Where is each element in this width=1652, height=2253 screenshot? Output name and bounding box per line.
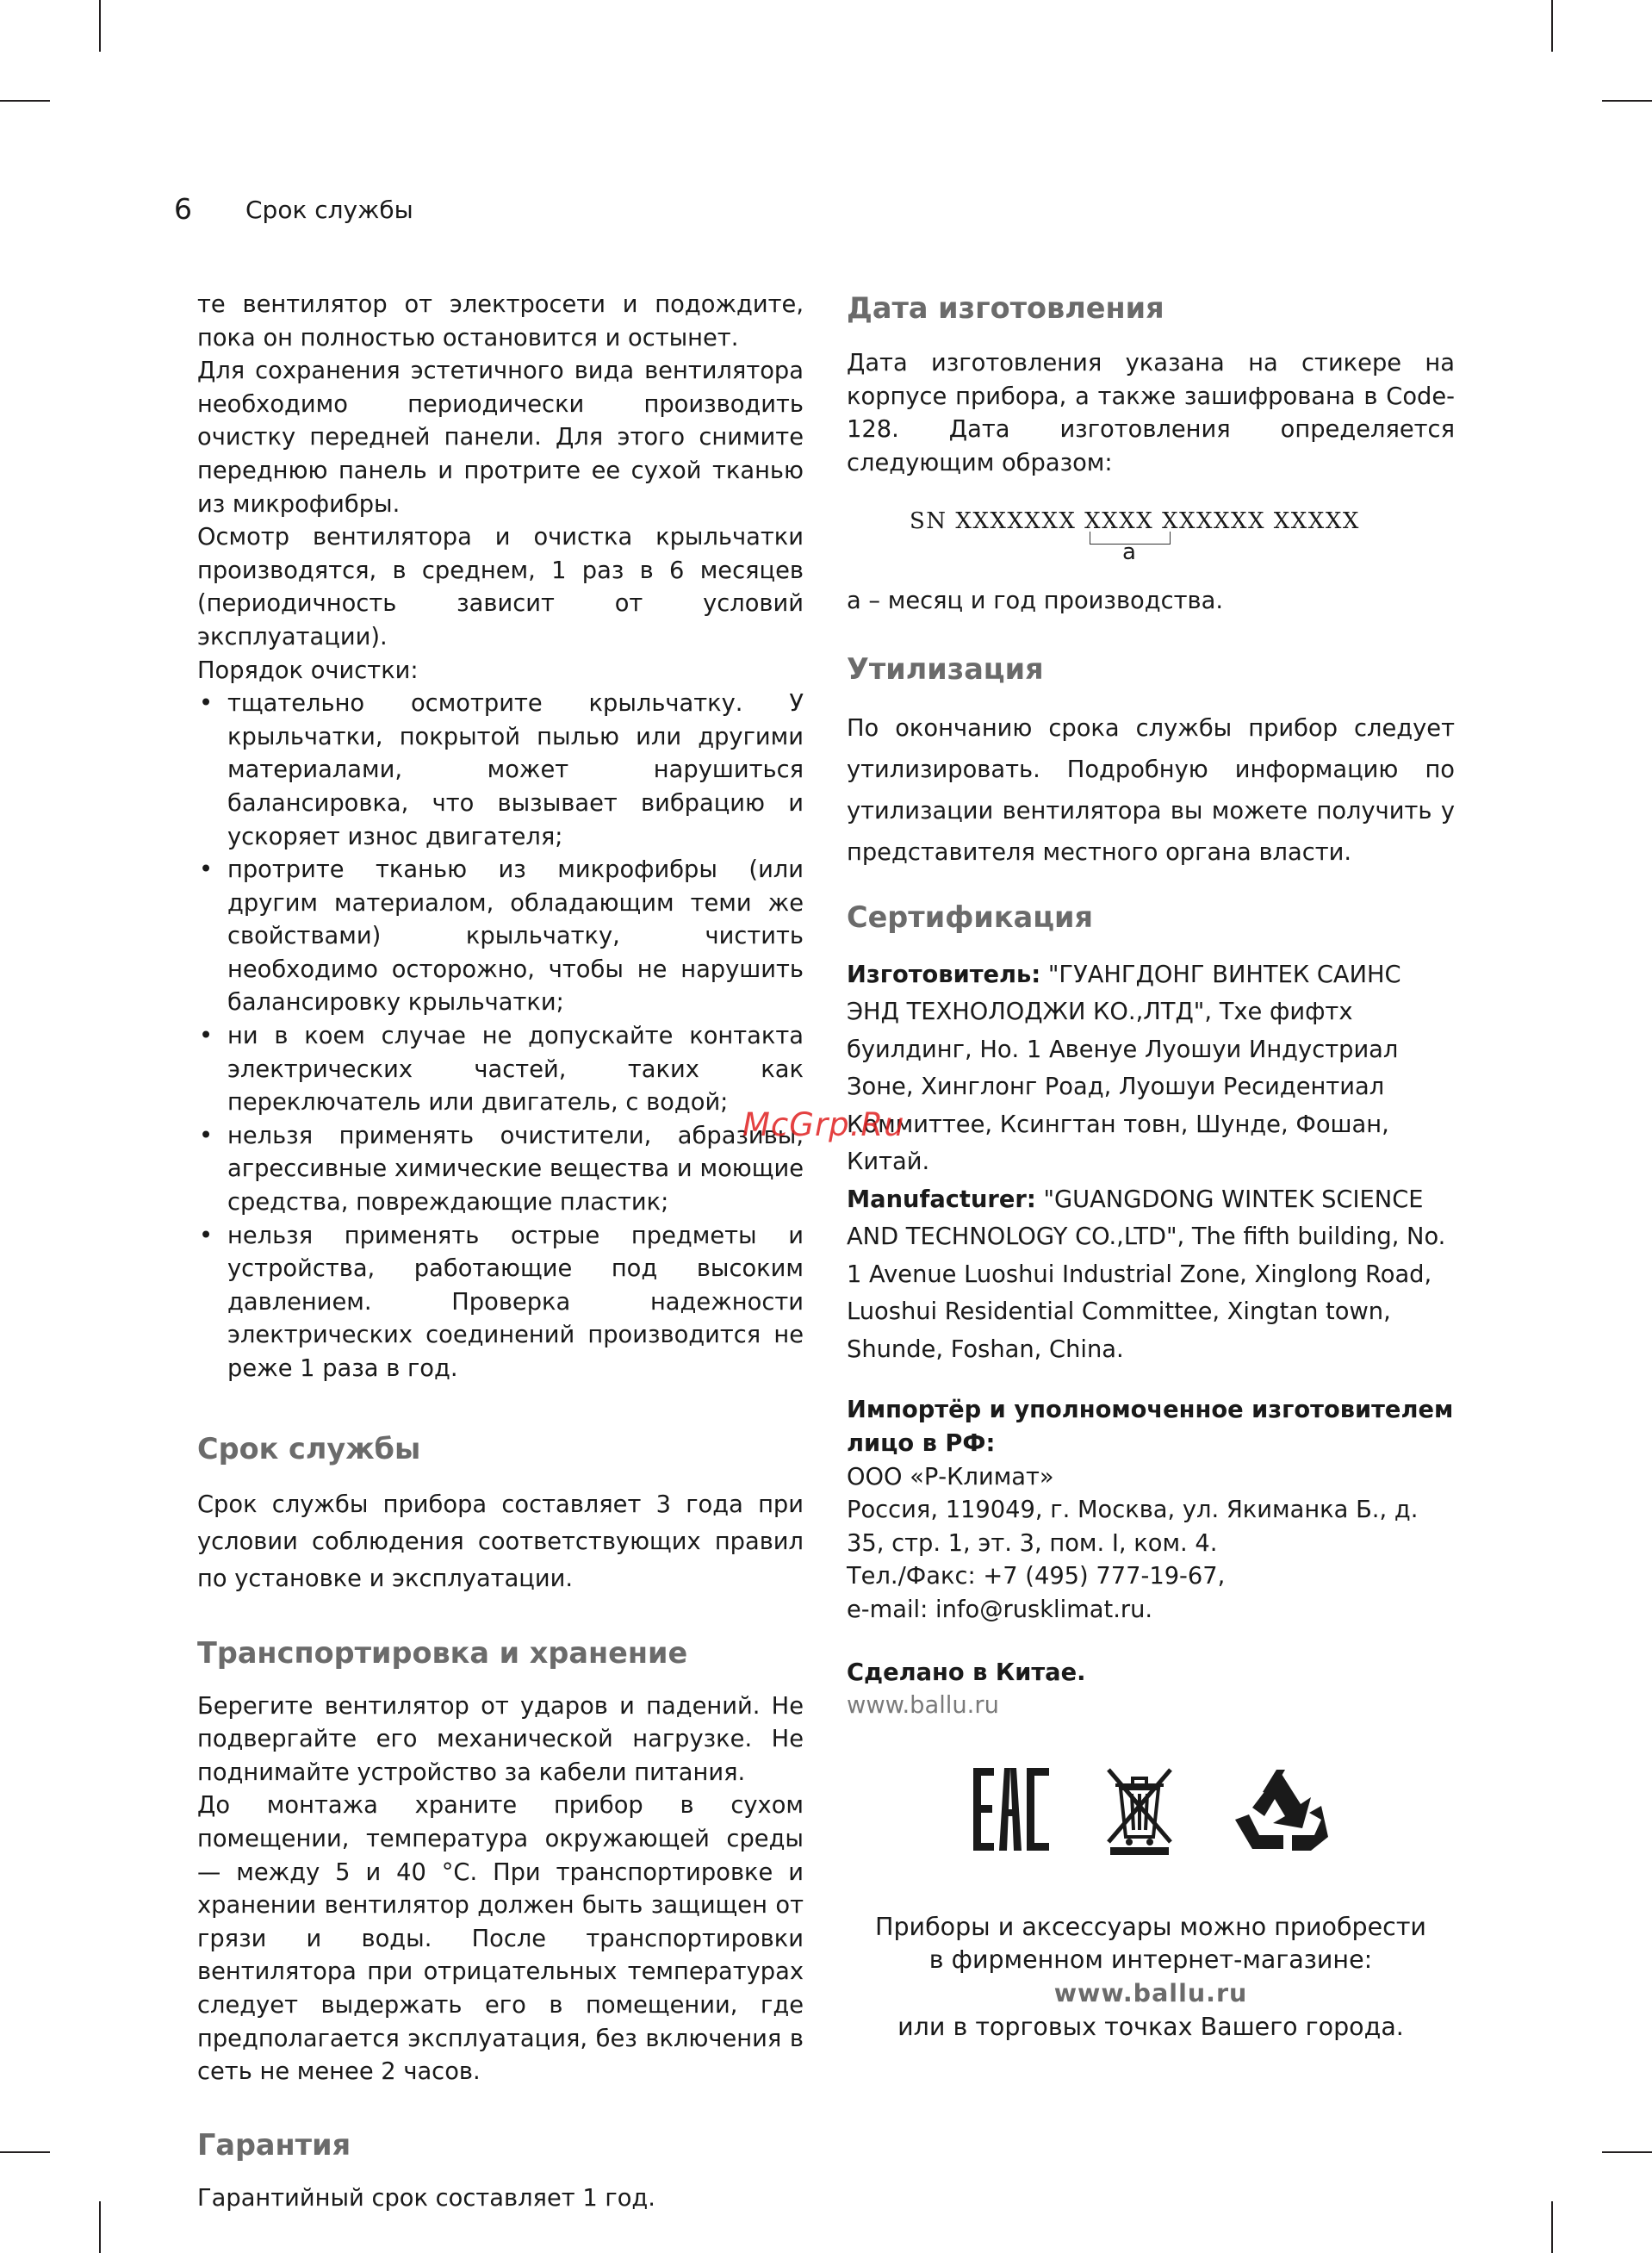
promo-block xyxy=(847,1911,1455,2044)
page-number: 6 xyxy=(174,192,192,226)
list-item: • нельзя применять острые предметы и устройства, работающие под высоким давлением. Проверка надежности электрических соединений производится не реже 1 раза в год. xyxy=(197,1220,804,1386)
left-column xyxy=(197,289,804,2215)
promo-line-3: или в торговых точках Вашего города. xyxy=(897,2012,1404,2041)
intro-paragraph: те вентилятор от электросети и подождите, пока он полностью остановится и остынет. xyxy=(197,291,804,352)
crop-mark xyxy=(1551,2201,1553,2253)
manufacturer-ru xyxy=(847,956,1455,1181)
eac-mark-icon xyxy=(972,1766,1051,1852)
manufacturer-ru-label: Изготовитель: xyxy=(847,961,1041,988)
importer-name: ООО «Р-Климат» xyxy=(847,1463,1054,1491)
promo-line-2: в фирменном интернет-магазине: xyxy=(928,1945,1373,1975)
crop-mark xyxy=(99,2201,101,2253)
warranty-text: Гарантийный срок составляет 1 год. xyxy=(197,2184,655,2212)
transport-paragraph: Берегите вентилятор от ударов и падений. Не подвергайте его механической нагрузке. Не поднимайте устройство за кабели питания. xyxy=(197,1692,804,1786)
list-item: • протрите тканью из микрофибры (или другим материалом, обладающим теми же свойствами) крыльчатку, чистить необходимо осторожно, чтобы не нарушить балансировку крыльчатки; xyxy=(197,854,804,1020)
serial-marker: a xyxy=(1122,539,1136,566)
recycle-icon xyxy=(1232,1766,1328,1856)
certification-marks xyxy=(847,1766,1455,1870)
right-column xyxy=(847,289,1455,2044)
list-item: • ни в коем случае не допускайте контакта электрических частей, таких как переключатель или двигатель, с водой; xyxy=(197,1020,804,1120)
service-life-heading: Срок службы xyxy=(197,1431,421,1466)
importer-address: Россия, 119049, г. Москва, ул. Якиманка Б., д. 35, стр. 1, эт. 3, пом. I, ком. 4. xyxy=(847,1497,1419,1557)
manufacturer-ru-text: "ГУАНГДОНГ ВИНТЕК САИНС ЭНД ТЕХНОЛОДЖИ КО.,ЛТД", Тхе фифтх буилдинг, Но. 1 Авенуе Луошуи Индустриал Зоне, Хинглонг Роад, Луошуи Ресидентиал Коммиттее, Ксингтан товн, Шунде, Фошан, Китай. xyxy=(847,961,1401,1176)
list-item: • нельзя применять очистители, абразивы, агрессивные химические вещества и моющие средства, повреждающие пластик; xyxy=(197,1120,804,1220)
website-link[interactable]: www.ballu.ru xyxy=(847,1692,999,1720)
cleaning-steps-list xyxy=(197,688,804,1385)
certification-heading: Сертификация xyxy=(847,899,1094,934)
manufacturer-en xyxy=(847,1181,1455,1369)
crop-mark xyxy=(0,100,50,102)
serial-legend: а – месяц и год производства. xyxy=(847,588,1224,615)
inspection-paragraph: Осмотр вентилятора и очистка крыльчатки производятся, в среднем, 1 раз в 6 месяцев (периодичность зависит от условий эксплуатации). xyxy=(197,524,804,650)
disposal-heading: Утилизация xyxy=(847,651,1044,686)
transport-heading: Транспортировка и хранение xyxy=(197,1635,688,1670)
importer-phone: Тел./Факс: +7 (495) 777-19-67, xyxy=(847,1563,1226,1590)
watermark: McGrp.Ru xyxy=(742,1106,905,1143)
cleaning-procedure-title: Порядок очистки: xyxy=(197,657,419,684)
storage-paragraph: До монтажа храните прибор в сухом помещении, температура окружающей среды — между 5 и 40 °С. При транспортировке и хранении вентилятор должен быть защищен от грязи и воды. После транспортировки вентилятора при отрицательных температурах следует выдержать его в помещении, где предполагается эксплуатация, без включения в сеть не менее 2 часов. xyxy=(197,1792,804,2086)
serial-number-diagram xyxy=(847,506,1455,566)
crop-mark xyxy=(99,0,101,52)
warranty-heading: Гарантия xyxy=(197,2127,351,2162)
importer-label: Импортёр и уполномоченное изготовителем лицо в РФ: xyxy=(847,1397,1454,1458)
made-in-china: Сделано в Китае. xyxy=(847,1659,1086,1686)
manufacture-date-heading: Дата изготовления xyxy=(847,291,1164,325)
panel-cleaning-paragraph: Для сохранения эстетичного вида вентилятора необходимо периодически производить очистку передней панели. Для этого снимите переднюю панель и протрите ее сухой тканью из микрофибры. xyxy=(197,358,804,518)
disposal-text: По окончанию срока службы прибор следует утилизировать. Подробную информацию по утилизации вентилятора вы можете получить у представителя местного органа власти. xyxy=(847,714,1455,866)
crop-mark xyxy=(0,2151,50,2153)
crop-mark xyxy=(1602,2151,1652,2153)
manufacturer-en-text: "GUANGDONG WINTEK SCIENCE AND TECHNOLOGY CO.,LTD", The fifth building, No. 1 Avenue Luoshui Industrial Zone, Xinglong Road, Luoshui Residential Committee, Xingtan town, Shunde, Foshan, China. xyxy=(847,1186,1446,1363)
service-life-text: Срок службы прибора составляет 3 года при условии соблюдения соответствующих правил по установке и эксплуатации. xyxy=(197,1491,804,1592)
promo-line-1: Приборы и аксессуары можно приобрести xyxy=(875,1912,1426,1941)
manufacturer-en-label: Manufacturer: xyxy=(847,1186,1036,1213)
weee-bin-icon xyxy=(1105,1766,1174,1856)
manufacture-date-text: Дата изготовления указана на стикере на корпусе прибора, а также зашифрована в Code-128. Дата изготовления определяется следующим образом: xyxy=(847,350,1455,476)
list-item: • тщательно осмотрите крыльчатку. У крыльчатки, покрытой пылью или другими материалами, может нарушиться балансировка, что вызывает вибрацию и ускоряет износ двигателя; xyxy=(197,688,804,854)
promo-shop-link[interactable]: www.ballu.ru xyxy=(1053,1979,1248,2007)
serial-number-format: SN XXXXXXX XXXX XXXXXX XXXXX xyxy=(910,508,1360,535)
crop-mark xyxy=(1551,0,1553,52)
running-title: Срок службы xyxy=(245,196,413,224)
importer-email: e-mail: info@rusklimat.ru. xyxy=(847,1596,1153,1624)
crop-mark xyxy=(1602,100,1652,102)
